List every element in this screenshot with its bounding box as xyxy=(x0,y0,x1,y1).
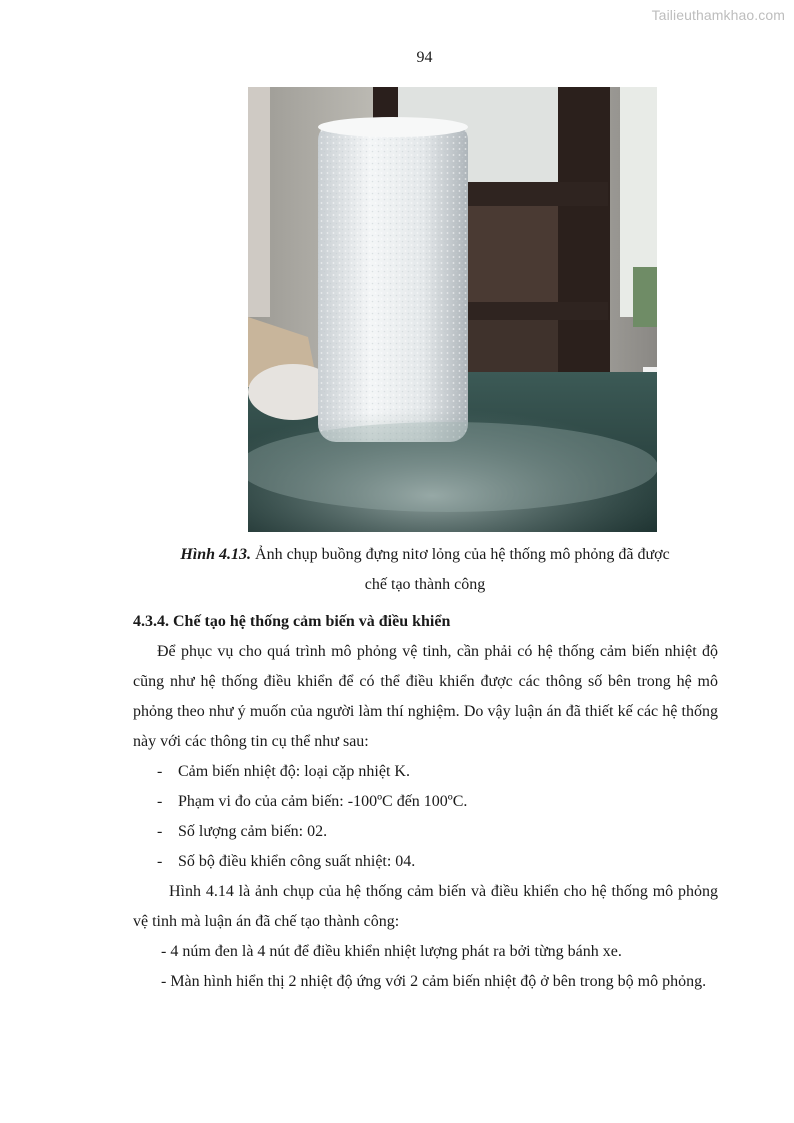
figure-photo-liquid-nitrogen-chamber xyxy=(248,87,657,532)
section-heading: 4.3.4. Chế tạo hệ thống cảm biến và điều khiển xyxy=(133,613,451,630)
watermark: Tailieuthamkhao.com xyxy=(651,7,785,23)
bullet-dash: - xyxy=(157,853,163,870)
main-content xyxy=(133,607,718,997)
intro-paragraph: Để phục vụ cho quá trình mô phỏng vệ tinh, cần phải có hệ thống cảm biến nhiệt độ cũng như hệ thống điều khiển để có thể điều khiển được các thông số bên trong hệ mô phỏng theo như ý muốn của người làm thí nghiệm. Do vậy luận án đã thiết kế các hệ thống này với các thông tin cụ thể như sau: xyxy=(133,643,718,750)
caption-line-2: chế tạo thành công xyxy=(364,576,486,593)
bullet-dash: - xyxy=(157,763,163,780)
description-item-display: - Màn hình hiển thị 2 nhiệt độ ứng với 2 cảm biến nhiệt độ ở bên trong bộ mô phỏng. xyxy=(161,973,707,990)
bullet-dash: - xyxy=(157,823,163,840)
list-item: - Cảm biến nhiệt độ: loại cặp nhiệt K. xyxy=(133,757,718,787)
caption-line-1 xyxy=(130,540,720,570)
list-item: - Phạm vi đo của cảm biến: -100ºC đến 100ºC. xyxy=(133,787,718,817)
figure-label: Hình 4.13. xyxy=(180,546,252,563)
figure-caption xyxy=(130,540,720,600)
spec-list xyxy=(133,757,718,877)
list-item: - Số bộ điều khiển công suất nhiệt: 04. xyxy=(133,847,718,877)
list-item: - Số lượng cảm biến: 02. xyxy=(133,817,718,847)
bullet-dash: - xyxy=(157,793,163,810)
description-item-knobs: - 4 núm đen là 4 nút để điều khiển nhiệt lượng phát ra bởi từng bánh xe. xyxy=(161,943,622,960)
page-number: 94 xyxy=(416,49,433,66)
caption-text: Ảnh chụp buồng đựng nitơ lỏng của hệ thống mô phỏng đã được xyxy=(251,546,670,563)
figure-reference-paragraph: Hình 4.14 là ảnh chụp của hệ thống cảm biến và điều khiển cho hệ thống mô phỏng vệ tinh mà luận án đã chế tạo thành công: xyxy=(133,883,718,930)
